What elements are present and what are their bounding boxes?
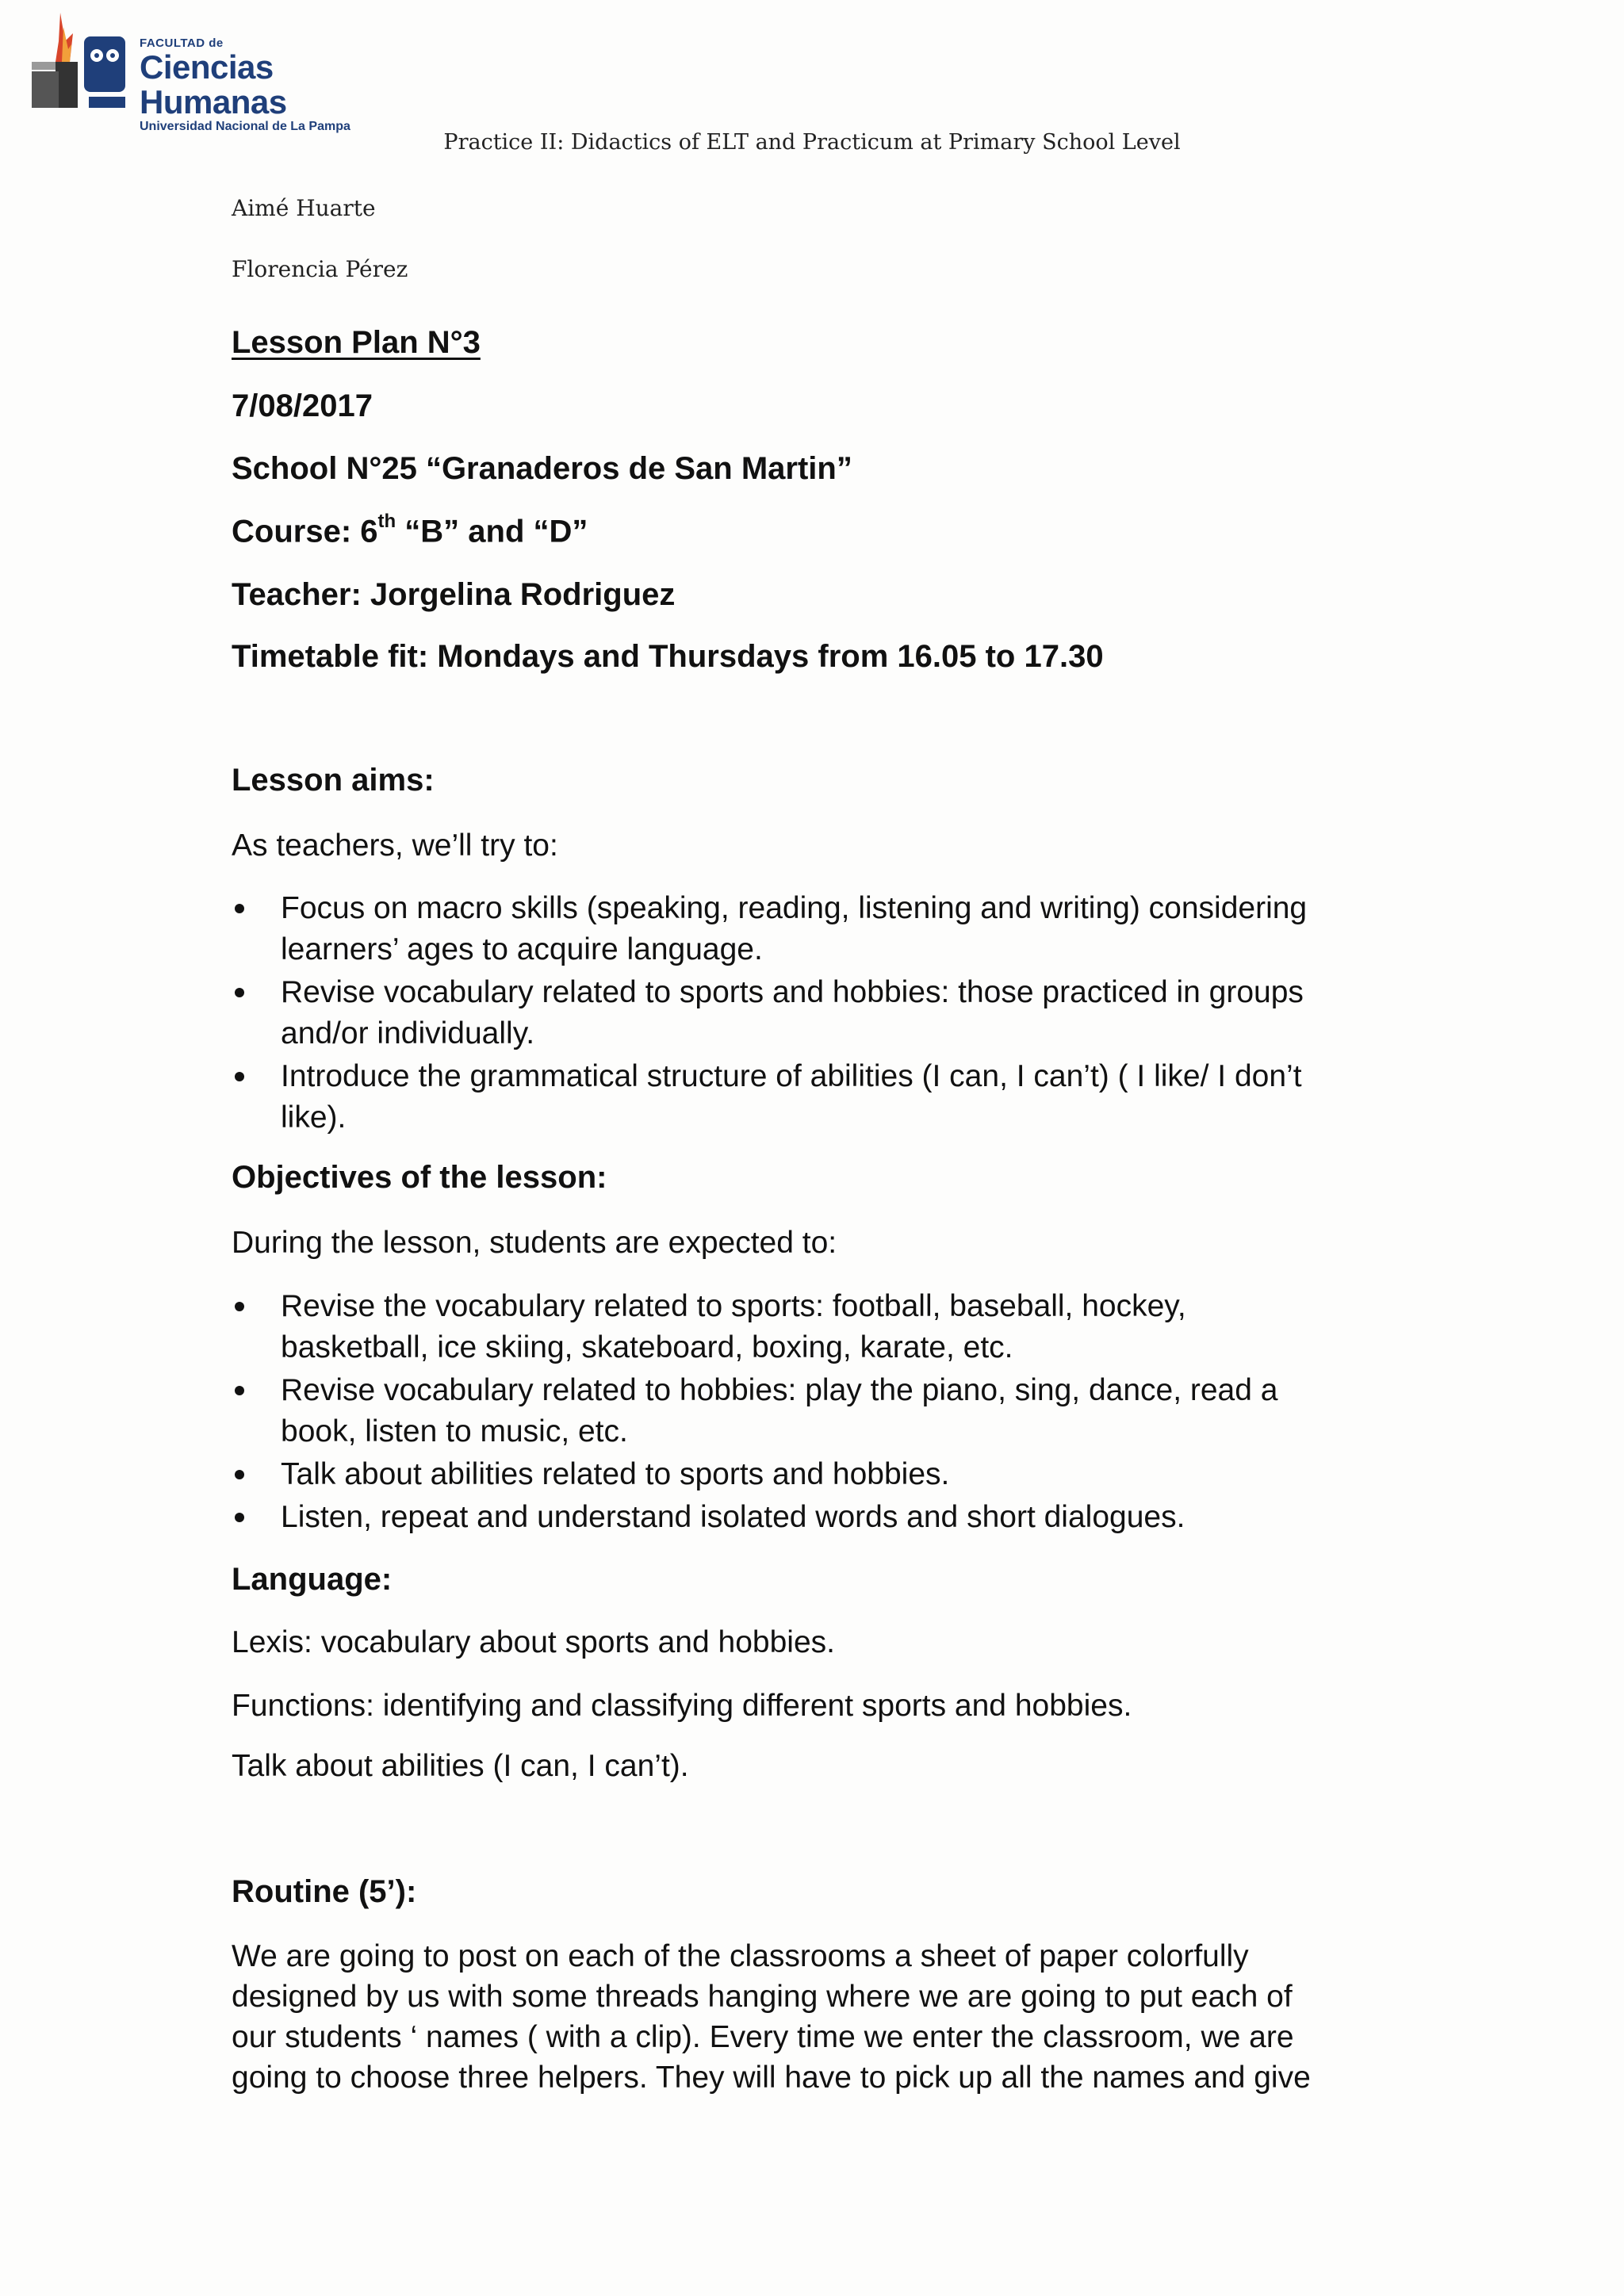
aims-list	[232, 888, 1381, 1140]
lesson-date: 7/08/2017	[232, 388, 373, 423]
course-info: Course: 6th “B” and “D”	[232, 511, 588, 549]
bullet-icon	[235, 1470, 244, 1479]
routine-paragraph: We are going to post on each of the classrooms a sheet of paper colorfully designed by us with some threads hanging where we are going to put each of our students ‘ names ( with a clip). Every time we enter the classroom, we are going to choose three helpers. They will have to pick up all the names and give	[232, 1939, 1311, 2095]
list-item: Focus on macro skills (speaking, reading, listening and writing) considering learners’ ages to acquire language.	[232, 888, 1381, 970]
bullet-icon	[235, 1513, 244, 1522]
logo-small-text: FACULTAD de	[140, 36, 224, 50]
faculty-logo	[32, 10, 404, 133]
list-item: Listen, repeat and understand isolated words and short dialogues.	[232, 1497, 1381, 1538]
timetable: Timetable fit: Mondays and Thursdays from 16.05 to 17.30	[232, 639, 1104, 674]
language-functions: Functions: identifying and classifying different sports and hobbies.	[232, 1689, 1132, 1723]
list-item: Talk about abilities related to sports and hobbies.	[232, 1454, 1381, 1495]
bullet-icon	[235, 904, 244, 913]
list-item: Revise the vocabulary related to sports: football, baseball, hockey, basketball, ice skiing, skateboard, boxing, karate, etc.	[232, 1286, 1381, 1368]
list-item: Revise vocabulary related to hobbies: play the piano, sing, dance, read a book, listen to music, etc.	[232, 1370, 1381, 1452]
routine-heading: Routine (5’):	[232, 1874, 417, 1909]
list-item: Introduce the grammatical structure of abilities (I can, I can’t) ( I like/ I don’t like).	[232, 1056, 1381, 1138]
bullet-icon	[235, 1386, 244, 1395]
school-name: School N°25 “Granaderos de San Martin”	[232, 451, 852, 486]
teacher-name: Teacher: Jorgelina Rodriguez	[232, 577, 676, 612]
language-heading: Language:	[232, 1562, 393, 1597]
objectives-list	[232, 1286, 1381, 1540]
list-item: Revise vocabulary related to sports and hobbies: those practiced in groups and/or individually.	[232, 972, 1381, 1054]
logo-title: Ciencias Humanas	[140, 48, 287, 121]
course-superscript: th	[377, 511, 396, 532]
objectives-heading: Objectives of the lesson:	[232, 1160, 607, 1195]
bullet-icon	[235, 1302, 244, 1311]
faculty-emblem-icon	[32, 10, 135, 111]
aims-heading: Lesson aims:	[232, 763, 435, 798]
course-header: Practice II: Didactics of ELT and Practicum at Primary School Level	[443, 130, 1181, 155]
objectives-intro: During the lesson, students are expected to:	[232, 1226, 837, 1260]
bullet-icon	[235, 1072, 244, 1081]
language-lexis: Lexis: vocabulary about sports and hobbies.	[232, 1625, 835, 1659]
logo-subtitle: Universidad Nacional de La Pampa	[140, 120, 350, 133]
lesson-plan-title: Lesson Plan N°3	[232, 325, 481, 360]
language-talk: Talk about abilities (I can, I can’t).	[232, 1749, 689, 1783]
aims-intro: As teachers, we’ll try to:	[232, 828, 558, 863]
bullet-icon	[235, 988, 244, 997]
author-name: Florencia Pérez	[232, 256, 408, 282]
author-name: Aimé Huarte	[232, 195, 376, 221]
